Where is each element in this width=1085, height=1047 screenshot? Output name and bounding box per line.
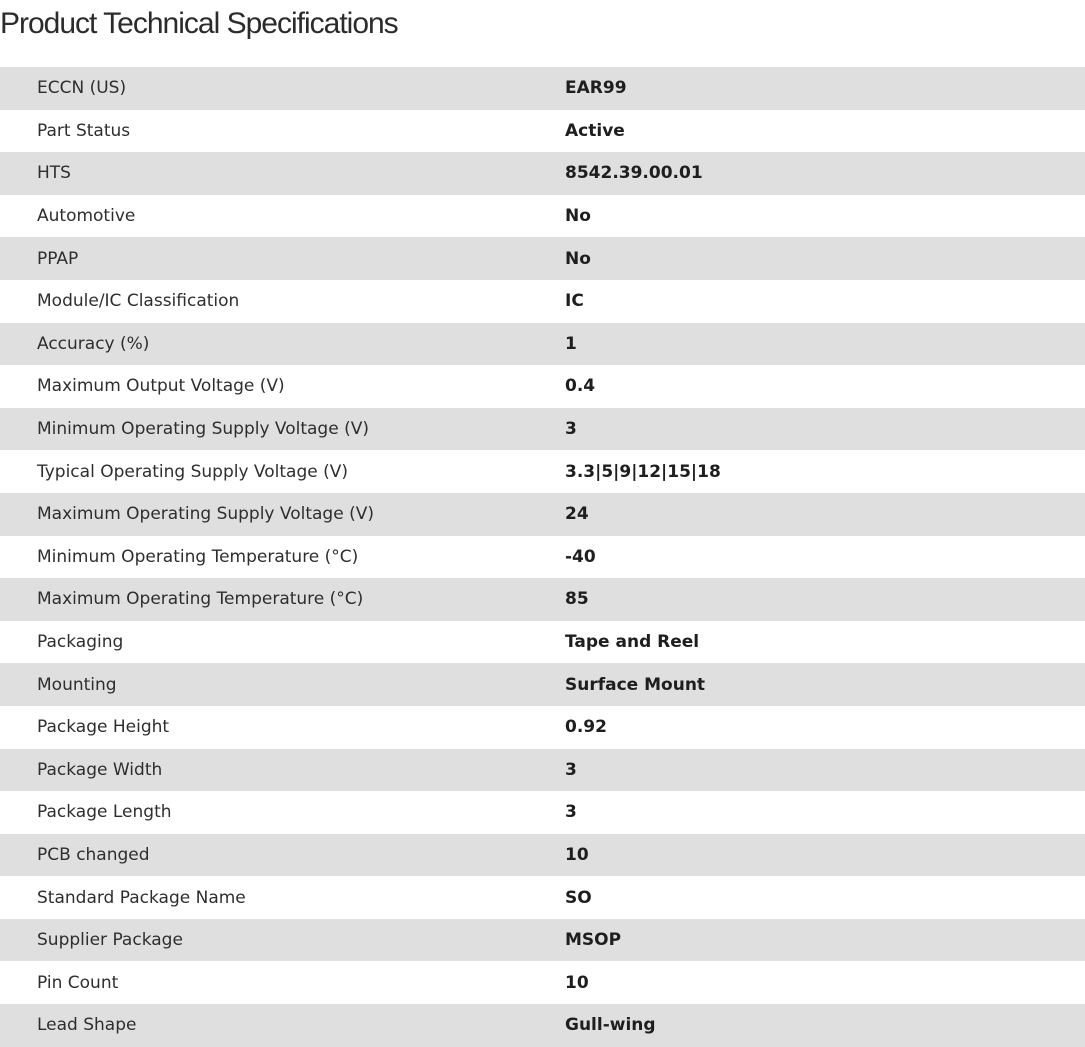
spec-value: MSOP [565,930,622,951]
spec-label: Automotive [37,206,136,227]
spec-label: Maximum Operating Supply Voltage (V) [37,504,374,525]
spec-value: 1 [565,333,577,354]
spec-label: Supplier Package [37,930,183,951]
spec-value: -40 [565,546,596,567]
spec-value: Tape and Reel [565,632,700,653]
spec-label: Packaging [37,632,124,653]
page-title: Product Technical Specifications [0,7,398,40]
spec-value: 24 [565,504,589,525]
spec-label: HTS [37,163,71,184]
spec-row [0,791,1085,834]
spec-row [0,408,1085,451]
spec-row [0,365,1085,408]
spec-value: Active [565,120,625,141]
spec-label: PPAP [37,248,79,269]
spec-row [0,706,1085,749]
spec-row [0,834,1085,877]
specifications-table [0,67,1085,1047]
spec-label: PCB changed [37,844,150,865]
spec-row [0,919,1085,962]
spec-label: Minimum Operating Temperature (°C) [37,546,359,567]
spec-row [0,67,1085,110]
spec-row [0,195,1085,238]
spec-value: EAR99 [565,78,627,99]
spec-label: Part Status [37,120,131,141]
spec-label: Typical Operating Supply Voltage (V) [37,461,348,482]
spec-row [0,749,1085,792]
spec-label: Maximum Operating Temperature (°C) [37,589,364,610]
spec-label: Pin Count [37,972,119,993]
spec-row [0,961,1085,1004]
spec-value: No [565,206,591,227]
spec-row [0,876,1085,919]
spec-label: Package Width [37,759,163,780]
spec-value: Surface Mount [565,674,706,695]
spec-value: Gull-wing [565,1015,656,1036]
spec-value: No [565,248,591,269]
spec-value: SO [565,887,592,908]
spec-value: 0.4 [565,376,596,397]
spec-value: 10 [565,844,589,865]
spec-row [0,323,1085,366]
spec-row [0,621,1085,664]
spec-label: Mounting [37,674,117,695]
spec-value: 0.92 [565,717,607,738]
spec-label: Accuracy (%) [37,333,150,354]
spec-label: Maximum Output Voltage (V) [37,376,285,397]
spec-value: IC [565,291,584,312]
spec-label: ECCN (US) [37,78,127,99]
spec-value: 3.3|5|9|12|15|18 [565,461,721,482]
spec-label: Package Height [37,717,170,738]
spec-row [0,493,1085,536]
spec-value: 8542.39.00.01 [565,163,703,184]
spec-label: Package Length [37,802,172,823]
spec-value: 3 [565,759,577,780]
spec-value: 10 [565,972,589,993]
spec-row [0,152,1085,195]
spec-value: 3 [565,802,577,823]
spec-label: Module/IC Classification [37,291,240,312]
spec-row [0,663,1085,706]
spec-label: Standard Package Name [37,887,246,908]
spec-label: Minimum Operating Supply Voltage (V) [37,419,369,440]
spec-row [0,578,1085,621]
spec-row [0,1004,1085,1047]
spec-label: Lead Shape [37,1015,137,1036]
spec-value: 85 [565,589,589,610]
spec-row [0,110,1085,153]
spec-value: 3 [565,419,577,440]
spec-row [0,536,1085,579]
spec-row [0,450,1085,493]
spec-row [0,237,1085,280]
spec-row [0,280,1085,323]
